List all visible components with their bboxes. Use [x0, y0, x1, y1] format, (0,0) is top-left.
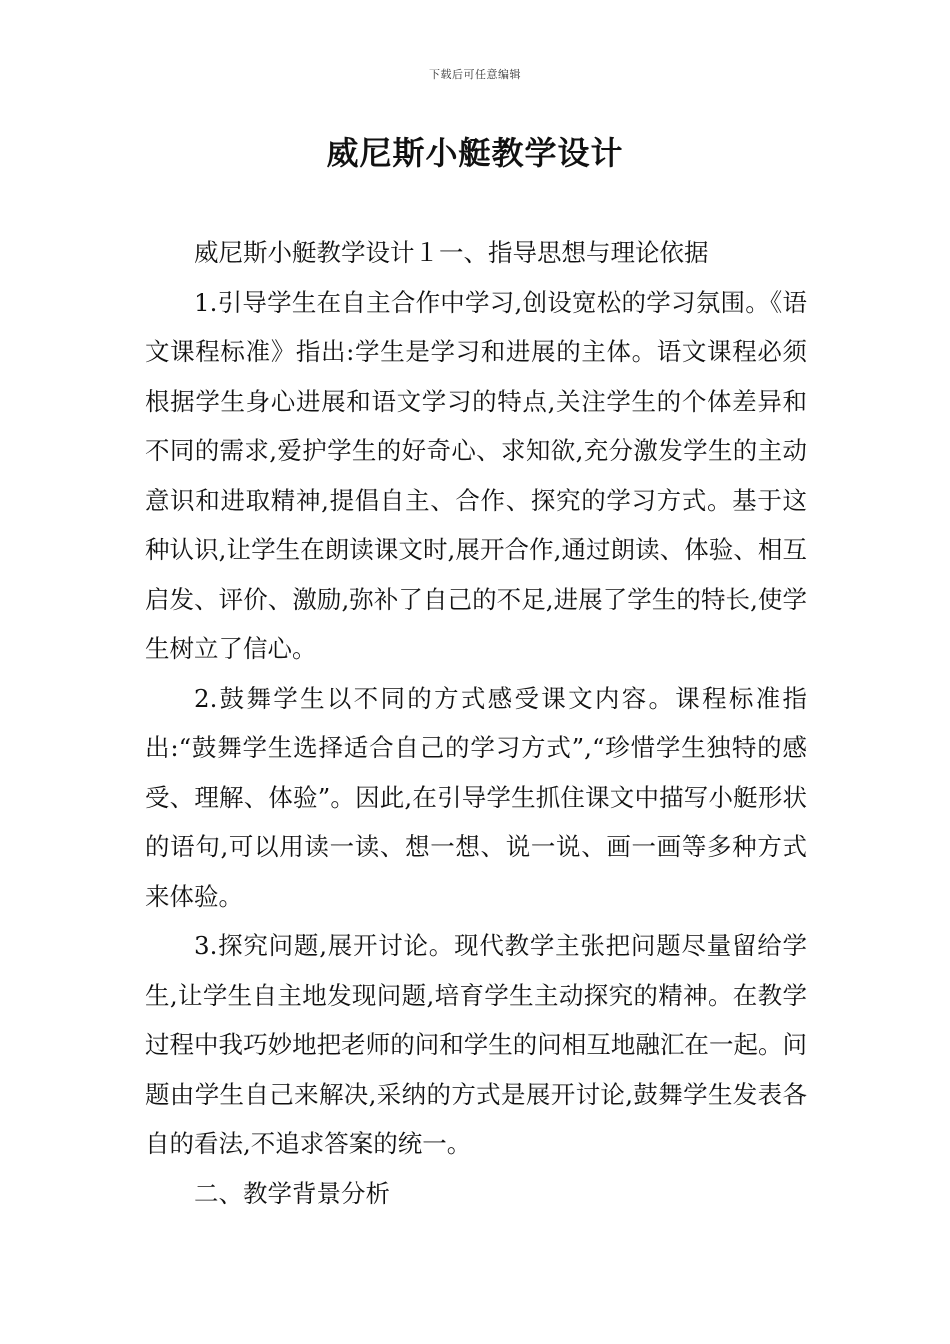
paragraph-point-1: 1.引导学生在自主合作中学习,创设宽松的学习氛围。《语文课程标准》指出:学生是学习和进展的主体。语文课程必须根据学生身心进展和语文学习的特点,关注学生的个体差异和不同的需求,爱护学生的好奇心、求知欲,充分激发学生的主动意识和进取精神,提倡自主、合作、探究的学习方式。基于这种认识,让学生在朗读课文时,展开合作,通过朗读、体验、相互启发、评价、激励,弥补了自己的不足,进展了学生的特长,使学生树立了信心。	[145, 287, 807, 663]
paragraph-section-heading: 威尼斯小艇教学设计１一、指导思想与理论依据	[194, 238, 709, 267]
paragraph-point-3: 3.探究问题,展开讨论。现代教学主张把问题尽量留给学生,让学生自主地发现问题,培育学生主动探究的精神。在教学过程中我巧妙地把老师的问和学生的问相互地融汇在一起。问题由学生自己来解决,采纳的方式是展开讨论,鼓舞学生发表各自的看法,不追求答案的统一。	[145, 931, 807, 1158]
paragraph-point-2: 2.鼓舞学生以不同的方式感受课文内容。课程标准指出:“鼓舞学生选择适合自己的学习方式”,“珍惜学生独特的感受、理解、体验”。因此,在引导学生抓住课文中描写小艇形状的语句,可以用读一读、想一想、说一说、画一画等多种方式来体验。	[145, 683, 807, 911]
document-body	[145, 228, 807, 1218]
paragraph-section-2-heading: 二、教学背景分析	[194, 1178, 390, 1208]
document-title: 威尼斯小艇教学设计	[326, 134, 624, 172]
header-note: 下载后可任意编辑	[429, 68, 521, 81]
